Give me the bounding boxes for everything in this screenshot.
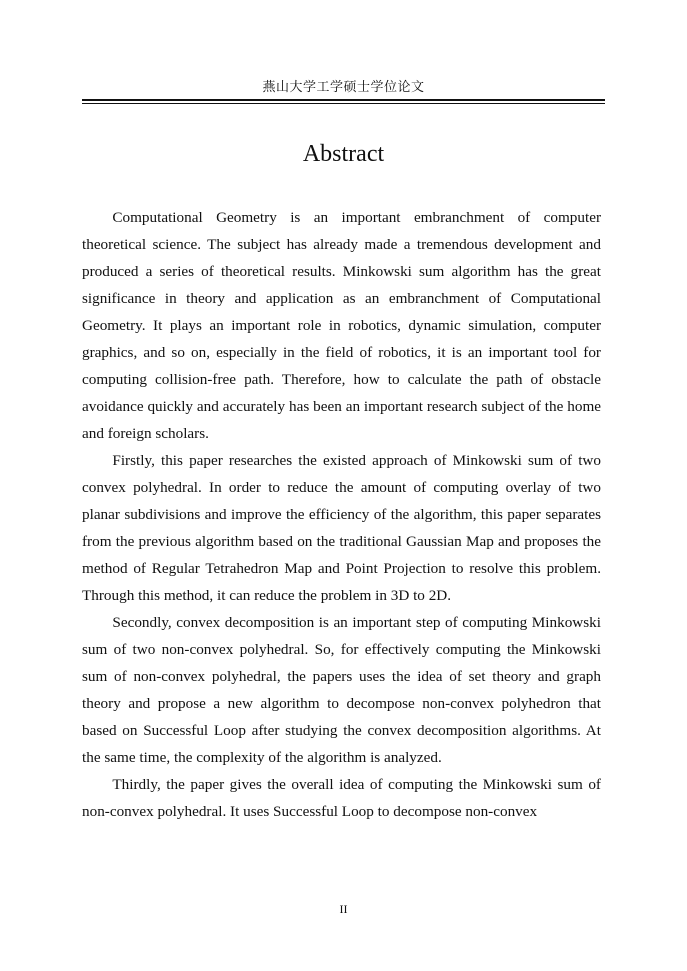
abstract-body bbox=[82, 204, 601, 825]
page-number: II bbox=[339, 902, 348, 916]
header-rule-thin bbox=[82, 103, 605, 104]
header-rule-thick bbox=[82, 99, 605, 101]
page-title: Abstract bbox=[302, 141, 385, 167]
running-header: 燕山大学工学硕士学位论文 bbox=[262, 80, 425, 95]
paragraph-4: Thirdly, the paper gives the overall idea of computing the Minkowski sum of non-convex polyhedral. It uses Successful Loop to decompose non-convex bbox=[82, 776, 601, 820]
paragraph-3: Secondly, convex decomposition is an important step of computing Minkowski sum of two non-convex polyhedral. So, for effectively computing the Minkowski sum of non-convex polyhedral, the papers uses the idea of set theory and graph theory and propose a new algorithm to decompose non-convex polyhedron that based on Successful Loop after studying the convex decomposition algorithms. At the same time, the complexity of the algorithm is analyzed. bbox=[82, 614, 601, 766]
paragraph-1: Computational Geometry is an important embranchment of computer theoretical science. The subject has already made a tremendous development and produced a series of theoretical results. Minkowski sum algorithm has the great significance in theory and application as an embranchment of Computational Geometry. It plays an important role in robotics, dynamic simulation, computer graphics, and so on, especially in the field of robotics, it is an important tool for computing collision-free path. Therefore, how to calculate the path of obstacle avoidance quickly and accurately has been an important research subject of the home and foreign scholars. bbox=[82, 209, 601, 442]
paragraph-2: Firstly, this paper researches the existed approach of Minkowski sum of two convex polyhedral. In order to reduce the amount of computing overlay of two planar subdivisions and improve the efficiency of the algorithm, this paper separates from the previous algorithm based on the traditional Gaussian Map and proposes the method of Regular Tetrahedron Map and Point Projection to resolve this problem. Through this method, it can reduce the problem in 3D to 2D. bbox=[82, 452, 601, 604]
